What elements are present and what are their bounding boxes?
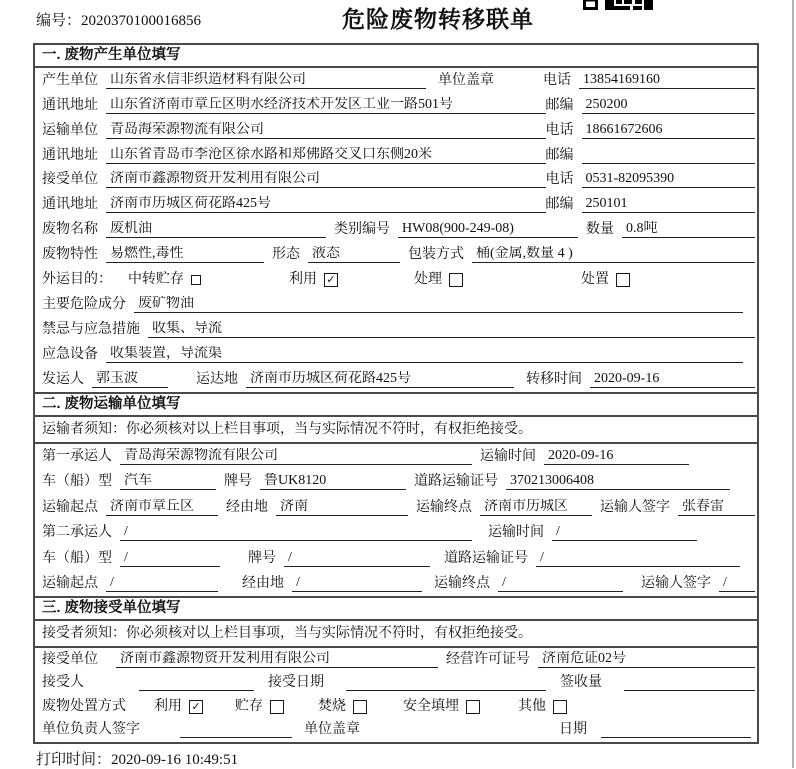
- disposal-option-utilize: [154, 699, 203, 715]
- accept-date-label: 接受日期: [268, 675, 324, 691]
- accept-date-field: [346, 675, 546, 691]
- receiver-phone-field: 0531-82095390: [582, 171, 756, 188]
- producer-row: [35, 68, 757, 93]
- section-producer: [35, 45, 757, 392]
- plate-field: 鲁UK8120: [260, 473, 406, 490]
- transporter-address-row: [35, 143, 757, 168]
- page-edge-divider: [792, 0, 794, 768]
- transporter-row: [35, 118, 757, 143]
- acceptor-name-field: [139, 675, 254, 691]
- print-time: [36, 748, 238, 769]
- receiver-zip-field: 250101: [582, 196, 756, 213]
- unit-head-signature-field: [180, 722, 292, 738]
- waste-name-field: 废机油: [106, 221, 326, 238]
- route-start-label: 运输起点: [42, 575, 98, 591]
- qr-code-fragment-icon: [583, 0, 655, 12]
- via-label: 经由地: [242, 575, 284, 591]
- emergency-equipment-label: 应急设备: [42, 346, 98, 362]
- option-label: 利用: [154, 698, 182, 714]
- receiver-row: [35, 168, 757, 193]
- transporter-name-field: 青岛海荣源物流有限公司: [106, 122, 546, 139]
- via-label: 经由地: [226, 499, 268, 515]
- zip-label: 邮编: [545, 97, 574, 113]
- print-time-label: 打印时间：: [36, 752, 112, 768]
- first-carrier-field: 青岛海荣源物流有限公司: [120, 448, 472, 465]
- first-carrier-row: [35, 444, 757, 469]
- producer-address-row: [35, 93, 757, 118]
- purpose-option-transit-storage: [128, 272, 201, 288]
- acceptor-row: [35, 672, 757, 696]
- dispatcher-row: [35, 367, 757, 392]
- disposal-option-landfill: [403, 699, 480, 715]
- destination-label: 运达地: [196, 371, 238, 387]
- transport-time-field: /: [552, 524, 697, 541]
- purpose-option-dispose: [581, 272, 630, 288]
- unit-head-signature-label: 单位负责人签字: [42, 722, 140, 738]
- producer-zip-field: 250200: [582, 97, 756, 114]
- via-field: 济南: [276, 499, 408, 516]
- transporter-notice: 运输者须知：你必须核对以上栏目事项，当与实际情况不符时，有权拒绝接受。: [35, 417, 757, 444]
- purpose-label: 外运目的：: [42, 272, 112, 288]
- section2-header: 二. 废物运输单位填写: [35, 394, 757, 417]
- road-permit-label: 道路运输证号: [414, 474, 498, 490]
- road-permit-field: /: [536, 550, 740, 567]
- category-label: 类别编号: [334, 222, 390, 238]
- option-label: 贮存: [235, 698, 263, 714]
- disposal-option-other: [518, 699, 567, 715]
- waste-name-label: 废物名称: [42, 222, 98, 238]
- checkbox-unchecked-icon: [191, 275, 201, 285]
- carrier-signature-label: 运输人签字: [641, 575, 711, 591]
- signature-row: [35, 719, 757, 743]
- option-label: 其他: [518, 698, 546, 714]
- transport-time-field: 2020-09-16: [544, 448, 689, 465]
- phone-label: 电话: [543, 72, 571, 88]
- plate-label: 牌号: [224, 474, 252, 490]
- purpose-option-utilize: [289, 272, 338, 288]
- vehicle-type-label: 车（船）型: [42, 550, 112, 566]
- section3-header: 三. 废物接受单位填写: [35, 598, 757, 621]
- first-carrier-label: 第一承运人: [42, 448, 112, 464]
- receiver-name-field: 济南市鑫源物资开发利用有限公司: [106, 171, 546, 188]
- disposal-option-store: [235, 699, 284, 715]
- accepting-unit-label: 接受单位: [42, 651, 98, 667]
- transfer-purpose-row: [35, 267, 757, 292]
- transfer-time-field: 2020-09-16: [590, 371, 755, 388]
- producer-phone-field: 13854169160: [579, 72, 755, 89]
- checkbox-unchecked-icon: [466, 700, 480, 714]
- option-label: 利用: [289, 272, 317, 288]
- address-label: 通讯地址: [42, 97, 98, 113]
- checkbox-unchecked-icon: [616, 273, 630, 287]
- address-label: 通讯地址: [42, 147, 98, 163]
- vehicle-type-label: 车（船）型: [42, 474, 112, 490]
- road-permit-label: 道路运输证号: [444, 550, 528, 566]
- emergency-equipment-row: [35, 342, 757, 367]
- date-field: [601, 722, 751, 738]
- route-start-label: 运输起点: [42, 499, 98, 515]
- main-hazard-label: 主要危险成分: [42, 296, 126, 312]
- form-label: 形态: [272, 247, 300, 263]
- purpose-option-treat: [414, 272, 463, 288]
- phone-label: 电话: [545, 122, 574, 138]
- route-start-field: 济南市章丘区: [106, 499, 218, 516]
- address-label: 通讯地址: [42, 197, 98, 213]
- date-label: 日期: [559, 722, 587, 738]
- serial-value: 2020370100016856: [81, 13, 202, 29]
- page-title: 危险废物转移联单: [342, 6, 534, 32]
- print-time-value: 2020-09-16 10:49:51: [111, 752, 239, 768]
- quantity-label: 数量: [586, 222, 614, 238]
- receiver-address-row: [35, 192, 757, 217]
- section-accept: [35, 596, 757, 742]
- received-qty-label: 签收量: [560, 675, 602, 691]
- vehicle-type-field: 汽车: [120, 473, 216, 490]
- destination-field: 济南市历城区荷花路425号: [246, 371, 514, 388]
- transporter-address-field: 山东省青岛市李沧区徐水路和郑佛路交叉口东侧20米: [106, 147, 546, 164]
- route-end-label: 运输终点: [434, 575, 490, 591]
- acceptor-label: 接受人: [42, 675, 84, 691]
- transport-time-label: 运输时间: [480, 448, 536, 464]
- option-label: 中转贮存: [128, 272, 184, 288]
- serial-label: 编号：: [36, 13, 82, 29]
- section-transport: [35, 392, 757, 596]
- second-carrier-field: /: [120, 524, 472, 541]
- taboo-measures-label: 禁忌与应急措施: [42, 321, 140, 337]
- unit-seal-label: 单位盖章: [304, 722, 360, 738]
- unit-seal-label: 单位盖章: [438, 72, 494, 88]
- transporter-zip-field: [582, 148, 756, 164]
- option-label: 处置: [581, 272, 609, 288]
- carrier-signature-field: /: [719, 575, 755, 592]
- plate-label: 牌号: [248, 550, 276, 566]
- waste-props-row: [35, 242, 757, 267]
- checkbox-unchecked-icon: [553, 700, 567, 714]
- producer-name-field: 山东省永信非织造材料有限公司: [106, 72, 426, 89]
- second-carrier-row: [35, 520, 757, 545]
- vehicle2-row: [35, 545, 757, 570]
- route-end-field: 济南市历城区: [480, 499, 592, 516]
- manifest-form: [33, 43, 759, 744]
- checkbox-unchecked-icon: [353, 700, 367, 714]
- checkbox-unchecked-icon: [449, 273, 463, 287]
- vehicle-type-field: /: [120, 550, 220, 567]
- transporter-phone-field: 18661672606: [582, 122, 756, 139]
- form-field: 液态: [308, 246, 400, 263]
- category-field: HW08(900-249-08): [398, 221, 578, 238]
- main-hazard-field: 废矿物油: [134, 296, 743, 313]
- waste-props-label: 废物特性: [42, 247, 98, 263]
- plate-field: /: [284, 550, 430, 567]
- transporter-label: 运输单位: [42, 122, 98, 138]
- waste-name-row: [35, 217, 757, 242]
- route-start-field: /: [106, 575, 218, 592]
- zip-label: 邮编: [545, 197, 574, 213]
- taboo-measures-row: [35, 317, 757, 342]
- carrier-signature-label: 运输人签字: [600, 499, 670, 515]
- option-label: 处理: [414, 272, 442, 288]
- disposal-method-row: [35, 695, 757, 719]
- zip-label: 邮编: [545, 147, 574, 163]
- option-label: 焚烧: [318, 698, 346, 714]
- emergency-equipment-field: 收集装置，导流渠: [106, 346, 743, 363]
- receiver-label: 接受单位: [42, 172, 98, 188]
- checkbox-checked-icon: ✓: [189, 700, 203, 714]
- vehicle1-row: [35, 469, 757, 494]
- packing-label: 包装方式: [408, 247, 464, 263]
- received-qty-field: [624, 675, 755, 691]
- license-field: 济南危证02号: [538, 651, 755, 668]
- license-label: 经营许可证号: [446, 651, 530, 667]
- via-field: /: [292, 575, 422, 592]
- transfer-time-label: 转移时间: [526, 371, 582, 387]
- acceptor-notice: 接受者须知：你必须核对以上栏目事项，当与实际情况不符时，有权拒绝接受。: [35, 621, 757, 648]
- route2-row: [35, 571, 757, 596]
- accepting-unit-field: 济南市鑫源物资开发利用有限公司: [116, 651, 438, 668]
- checkbox-checked-icon: ✓: [324, 273, 338, 287]
- route-end-field: /: [498, 575, 623, 592]
- option-label: 安全填埋: [403, 698, 459, 714]
- route-end-label: 运输终点: [416, 499, 472, 515]
- section1-header: 一. 废物产生单位填写: [35, 45, 757, 68]
- transport-time-label: 运输时间: [488, 525, 544, 541]
- packing-field: 桶(金属,数量 4 ): [472, 246, 755, 263]
- disposal-method-label: 废物处置方式: [42, 698, 126, 714]
- carrier-signature-field: 张春雷: [678, 499, 755, 516]
- second-carrier-label: 第二承运人: [42, 525, 112, 541]
- dispatcher-label: 发运人: [42, 371, 84, 387]
- phone-label: 电话: [545, 172, 574, 188]
- dispatcher-name-field: 郭玉波: [92, 371, 168, 388]
- quantity-field: 0.8吨: [622, 221, 755, 238]
- taboo-measures-field: 收集、导流: [148, 321, 755, 338]
- disposal-option-incinerate: [318, 699, 367, 715]
- main-hazard-row: [35, 292, 757, 317]
- producer-label: 产生单位: [42, 72, 98, 88]
- producer-address-field: 山东省济南市章丘区明水经济技术开发区工业一路501号: [106, 97, 546, 114]
- road-permit-field: 370213006408: [506, 473, 730, 490]
- receiver-address-field: 济南市历城区荷花路425号: [106, 196, 546, 213]
- waste-props-field: 易燃性,毒性: [106, 246, 264, 263]
- checkbox-unchecked-icon: [270, 700, 284, 714]
- route1-row: [35, 494, 757, 519]
- accepting-unit-row: [35, 648, 757, 672]
